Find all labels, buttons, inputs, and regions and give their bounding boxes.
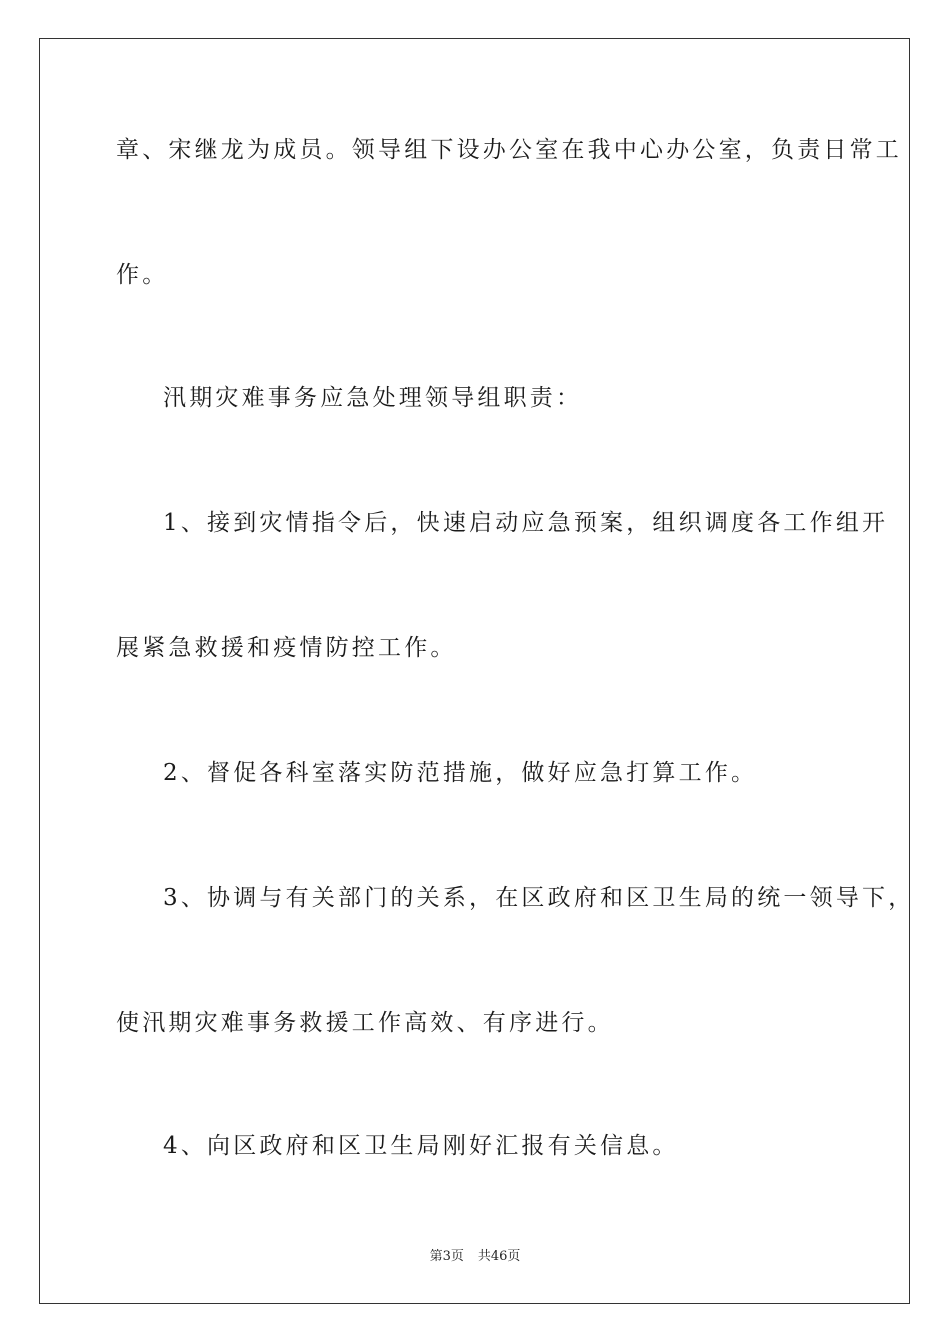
list-item-1-line-1: 1、接到灾情指令后，快速启动应急预案，组织调度各工作组开 (163, 510, 889, 536)
section-heading: 汛期灾难事务应急处理领导组职责： (163, 385, 583, 411)
page-footer (0, 1248, 950, 1266)
list-item-3-line-2: 使汛期灾难事务救援工作高效、有序进行。 (116, 1010, 614, 1036)
page-total: 共46页 (477, 1249, 521, 1264)
page-number: 第3页 (429, 1249, 464, 1264)
list-item-4: 4、向区政府和区卫生局刚好汇报有关信息。 (163, 1133, 679, 1159)
list-item-3-line-1: 3、协调与有关部门的关系，在区政府和区卫生局的统一领导下， (163, 885, 915, 911)
list-item-1-line-2: 展紧急救援和疫情防控工作。 (116, 635, 457, 661)
list-item-2: 2、督促各科室落实防范措施，做好应急打算工作。 (163, 760, 758, 786)
body-line-2: 作。 (116, 262, 169, 288)
body-line-1: 章、宋继龙为成员。领导组下设办公室在我中心办公室，负责日常工 (116, 137, 902, 163)
page-frame (39, 38, 910, 1304)
